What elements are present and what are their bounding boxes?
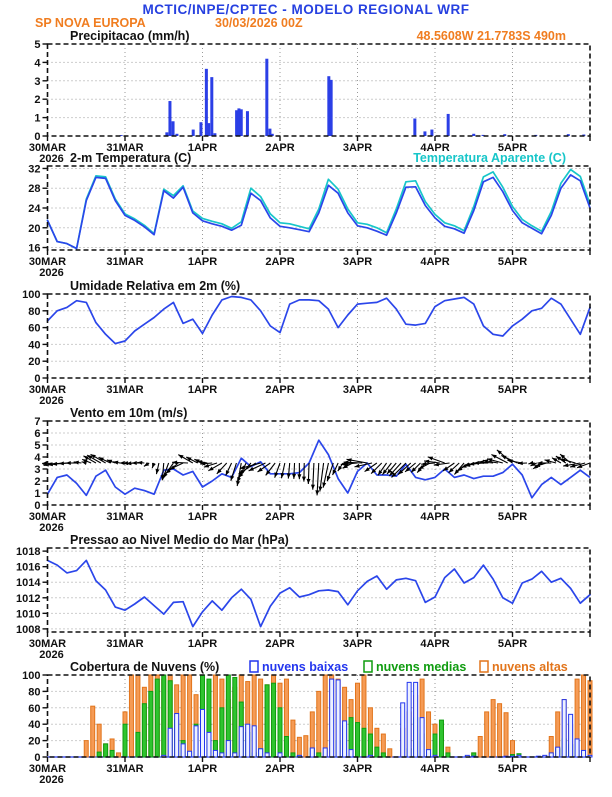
x-tick-label: 2APR bbox=[265, 384, 294, 396]
precip-bar bbox=[207, 123, 210, 136]
x-tick-label: 30MAR bbox=[29, 142, 66, 154]
wind-arrow-head bbox=[302, 477, 306, 482]
y-tick-label: 0 bbox=[34, 752, 40, 764]
cloud-bar bbox=[220, 708, 224, 757]
y-tick-label: 60 bbox=[28, 703, 40, 715]
wind-arrow-head bbox=[152, 463, 156, 468]
y-tick-label: 3 bbox=[34, 464, 40, 476]
wind-arrow-head bbox=[178, 455, 183, 459]
x-tick-label: 2APR bbox=[265, 763, 294, 775]
cloud-bar bbox=[349, 750, 353, 757]
x-tick-label: 1APR bbox=[188, 256, 217, 268]
x-tick-label: 5APR bbox=[498, 384, 527, 396]
x-tick-label: 5APR bbox=[498, 142, 527, 154]
x-tick-label: 1APR bbox=[188, 638, 217, 650]
model-run-datetime: 30/03/2026 00Z bbox=[215, 16, 303, 30]
panel-line-1 bbox=[43, 166, 591, 255]
y-tick-label: 40 bbox=[28, 719, 40, 731]
cloud-bar bbox=[175, 714, 179, 757]
x-tick-label: 2APR bbox=[265, 638, 294, 650]
y-tick-label: 20 bbox=[28, 736, 40, 748]
wind-arrow-head bbox=[365, 467, 370, 472]
series-line bbox=[48, 175, 591, 249]
cloud-bar bbox=[355, 723, 359, 757]
cloud-bar bbox=[181, 744, 185, 757]
y-tick-label: 1 bbox=[34, 488, 40, 500]
cloud-bar bbox=[123, 724, 127, 757]
y-tick-label: 1008 bbox=[16, 624, 40, 636]
cloud-bar bbox=[433, 734, 437, 757]
precip-bar bbox=[472, 134, 475, 136]
cloud-bar bbox=[569, 714, 573, 757]
x-tick-label: 3APR bbox=[343, 256, 372, 268]
cloud-bar bbox=[104, 744, 108, 757]
cloud-bar bbox=[330, 679, 334, 757]
y-tick-label: 20 bbox=[28, 356, 40, 368]
cloud-bar bbox=[491, 700, 495, 757]
x-tick-label: 4APR bbox=[420, 511, 449, 523]
cloud-bar bbox=[91, 706, 95, 757]
cloud-bar bbox=[310, 748, 314, 757]
y-tick-label: 32 bbox=[28, 163, 40, 175]
panel-title: Precipitacao (mm/h) bbox=[70, 29, 189, 43]
panel-cloudbar-5 bbox=[43, 661, 592, 762]
cloud-bar bbox=[142, 704, 146, 757]
wind-arrow-head bbox=[292, 474, 296, 479]
x-year-label: 2026 bbox=[39, 267, 63, 279]
cloud-bar bbox=[304, 736, 308, 757]
panel-title: Vento em 10m (m/s) bbox=[70, 406, 187, 420]
x-tick-label: 4APR bbox=[420, 763, 449, 775]
cloud-bar bbox=[368, 734, 372, 757]
x-tick-label: 3APR bbox=[343, 638, 372, 650]
plot-frame bbox=[48, 44, 591, 136]
y-tick-label: 0 bbox=[34, 131, 40, 143]
y-tick-label: 1018 bbox=[16, 546, 40, 558]
y-tick-label: 100 bbox=[22, 670, 40, 682]
panel-title: Cobertura de Nuvens (%) bbox=[70, 660, 219, 674]
cloud-bar bbox=[582, 750, 586, 757]
series-line bbox=[48, 170, 591, 249]
x-tick-label: 2APR bbox=[265, 511, 294, 523]
wind-arrow-head bbox=[144, 462, 149, 466]
wind-arrow-head bbox=[226, 470, 230, 475]
legend-label: nuvens medias bbox=[376, 660, 466, 674]
y-tick-label: 60 bbox=[28, 323, 40, 335]
cloud-bar bbox=[84, 741, 88, 757]
cloud-bar bbox=[562, 700, 566, 757]
wind-arrow-head bbox=[501, 456, 506, 460]
cloud-bar bbox=[485, 712, 489, 757]
cloud-bar bbox=[188, 675, 192, 757]
x-tick-label: 31MAR bbox=[106, 256, 143, 268]
precip-bar bbox=[199, 122, 202, 136]
precip-bar bbox=[246, 111, 249, 136]
wind-arrow-head bbox=[307, 479, 311, 484]
y-tick-label: 40 bbox=[28, 339, 40, 351]
panel-bar-0 bbox=[43, 44, 591, 141]
wind-arrow-head bbox=[552, 458, 557, 462]
series-line bbox=[48, 560, 591, 626]
y-tick-label: 20 bbox=[28, 223, 40, 235]
y-tick-label: 2 bbox=[34, 476, 40, 488]
cloud-bar bbox=[414, 682, 418, 757]
cloud-bar bbox=[427, 750, 431, 757]
cloud-bar bbox=[291, 720, 295, 757]
x-tick-label: 2APR bbox=[265, 142, 294, 154]
cloud-bar bbox=[188, 751, 192, 757]
y-tick-label: 3 bbox=[34, 76, 40, 88]
x-tick-label: 1APR bbox=[188, 511, 217, 523]
x-year-label: 2026 bbox=[39, 522, 63, 534]
y-tick-label: 0 bbox=[34, 500, 40, 512]
cloud-bar bbox=[194, 726, 198, 757]
cloud-bar bbox=[582, 675, 586, 757]
cloud-bar bbox=[498, 704, 502, 757]
cloud-bar bbox=[323, 675, 327, 757]
cloud-bar bbox=[336, 680, 340, 757]
y-tick-label: 7 bbox=[34, 416, 40, 428]
legend-swatch bbox=[364, 661, 372, 672]
x-tick-label: 3APR bbox=[343, 511, 372, 523]
precip-bar bbox=[210, 77, 213, 136]
y-tick-label: 5 bbox=[34, 440, 40, 452]
x-tick-label: 2APR bbox=[265, 256, 294, 268]
cloud-bar bbox=[252, 726, 256, 757]
x-year-label: 2026 bbox=[39, 649, 63, 661]
cloud-bar bbox=[278, 708, 282, 757]
y-tick-label: 4 bbox=[34, 57, 41, 69]
cloud-bar bbox=[272, 683, 276, 757]
precip-bar bbox=[265, 59, 268, 136]
cloud-bar bbox=[388, 749, 392, 757]
cloud-bar bbox=[375, 747, 379, 757]
wind-arrow-head bbox=[66, 461, 71, 465]
x-tick-label: 30MAR bbox=[29, 638, 66, 650]
wind-arrow-head bbox=[59, 461, 64, 465]
precip-bar bbox=[413, 119, 416, 136]
wind-arrow-head bbox=[327, 476, 331, 481]
y-tick-label: 24 bbox=[28, 203, 41, 215]
x-year-label: 2026 bbox=[39, 774, 63, 786]
y-tick-label: 2 bbox=[34, 94, 40, 106]
cloud-bar bbox=[233, 677, 237, 757]
panel-title: 2-m Temperatura (C) bbox=[70, 151, 191, 165]
x-tick-label: 31MAR bbox=[106, 638, 143, 650]
series-line bbox=[48, 297, 591, 344]
cloud-bar bbox=[162, 675, 166, 757]
cloud-bar bbox=[136, 732, 140, 757]
y-tick-label: 4 bbox=[34, 452, 41, 464]
x-tick-label: 3APR bbox=[343, 142, 372, 154]
x-tick-label: 5APR bbox=[498, 638, 527, 650]
precip-bar bbox=[172, 121, 175, 136]
wind-arrow-head bbox=[311, 485, 315, 490]
x-tick-label: 4APR bbox=[420, 256, 449, 268]
cloud-bar bbox=[129, 675, 133, 757]
cloud-bar bbox=[213, 750, 217, 757]
wind-arrow-head bbox=[518, 461, 523, 465]
wind-arrow-head bbox=[258, 467, 263, 472]
cloud-bar bbox=[149, 691, 153, 757]
y-tick-label: 5 bbox=[34, 39, 40, 51]
wind-arrow-head bbox=[132, 461, 137, 465]
y-tick-label: 1010 bbox=[16, 608, 40, 620]
cloud-bar bbox=[259, 749, 263, 757]
x-tick-label: 30MAR bbox=[29, 384, 66, 396]
precip-bar bbox=[240, 109, 243, 136]
precip-bar bbox=[192, 130, 195, 136]
cloud-bar bbox=[278, 753, 282, 757]
wind-arrow-head bbox=[236, 481, 240, 486]
cloud-bar bbox=[575, 739, 579, 757]
cloud-bar bbox=[362, 728, 366, 757]
y-tick-label: 1012 bbox=[16, 593, 40, 605]
y-tick-label: 1014 bbox=[16, 577, 41, 589]
panel-wind-3 bbox=[42, 421, 590, 510]
wind-arrow-head bbox=[163, 473, 168, 478]
x-tick-label: 30MAR bbox=[29, 256, 66, 268]
precip-bar bbox=[430, 130, 433, 136]
station-name: SP NOVA EUROPA bbox=[35, 16, 146, 30]
cloud-bar bbox=[207, 732, 211, 757]
cloud-bar bbox=[323, 748, 327, 757]
wind-arrow-head bbox=[563, 463, 568, 467]
cloud-bar bbox=[168, 728, 172, 757]
y-tick-label: 16 bbox=[28, 243, 40, 255]
cloud-bar bbox=[420, 718, 424, 757]
x-tick-label: 31MAR bbox=[106, 142, 143, 154]
cloud-bar bbox=[478, 737, 482, 758]
y-tick-label: 80 bbox=[28, 306, 40, 318]
precip-bar bbox=[168, 101, 171, 136]
cloud-bar bbox=[155, 679, 159, 757]
x-tick-label: 30MAR bbox=[29, 511, 66, 523]
cloud-bar bbox=[446, 753, 450, 757]
legend-swatch bbox=[480, 661, 488, 672]
cloud-bar bbox=[259, 679, 263, 757]
y-tick-label: 1016 bbox=[16, 562, 40, 574]
cloud-bar bbox=[110, 750, 114, 757]
location-label: 48.5608W 21.7783S 490m bbox=[417, 29, 566, 43]
x-tick-label: 4APR bbox=[420, 384, 449, 396]
page-title: MCTIC/INPE/CPTEC - MODELO REGIONAL WRF bbox=[0, 2, 612, 17]
cloud-bar bbox=[439, 720, 443, 757]
y-tick-label: 0 bbox=[34, 373, 40, 385]
cloud-bar bbox=[556, 747, 560, 757]
cloud-bar bbox=[200, 709, 204, 757]
x-tick-label: 1APR bbox=[188, 384, 217, 396]
cloud-bar bbox=[265, 685, 269, 757]
y-tick-label: 100 bbox=[22, 289, 40, 301]
cloud-bar bbox=[239, 727, 243, 757]
x-tick-label: 5APR bbox=[498, 763, 527, 775]
wind-arrow-head bbox=[230, 475, 234, 480]
cloud-bar bbox=[401, 703, 405, 757]
cloud-bar bbox=[407, 682, 411, 757]
legend-label: nuvens baixas bbox=[262, 660, 348, 674]
x-tick-label: 4APR bbox=[420, 142, 449, 154]
cloud-bar bbox=[343, 721, 347, 757]
x-year-label: 2026 bbox=[39, 395, 63, 407]
x-tick-label: 31MAR bbox=[106, 511, 143, 523]
y-tick-label: 6 bbox=[34, 428, 40, 440]
legend-label: nuvens altas bbox=[492, 660, 568, 674]
x-tick-label: 1APR bbox=[188, 142, 217, 154]
cloud-bar bbox=[226, 741, 230, 757]
legend-swatch bbox=[250, 661, 258, 672]
x-tick-label: 4APR bbox=[420, 638, 449, 650]
y-tick-label: 28 bbox=[28, 183, 40, 195]
panel-line-4 bbox=[43, 548, 591, 637]
wind-arrow-head bbox=[208, 467, 213, 471]
panel-line-2 bbox=[43, 294, 591, 383]
x-tick-label: 5APR bbox=[498, 256, 527, 268]
panel-title: Pressao ao Nivel Medio do Mar (hPa) bbox=[70, 533, 289, 547]
apparent-temp-legend: Temperatura Aparente (C) bbox=[413, 151, 566, 165]
x-tick-label: 30MAR bbox=[29, 763, 66, 775]
x-tick-label: 3APR bbox=[343, 763, 372, 775]
x-tick-label: 31MAR bbox=[106, 384, 143, 396]
precip-bar bbox=[330, 80, 333, 136]
wind-arrow-head bbox=[297, 474, 301, 479]
x-tick-label: 1APR bbox=[188, 763, 217, 775]
precip-bar bbox=[447, 114, 450, 136]
x-year-label: 2026 bbox=[39, 153, 63, 165]
wind-arrow-head bbox=[338, 466, 342, 471]
cloud-bar bbox=[504, 713, 508, 757]
cloud-bar bbox=[246, 724, 250, 757]
y-tick-label: 1 bbox=[34, 113, 40, 125]
x-tick-label: 31MAR bbox=[106, 763, 143, 775]
panel-title: Umidade Relativa em 2m (%) bbox=[70, 279, 240, 293]
x-tick-label: 3APR bbox=[343, 384, 372, 396]
cloud-bar bbox=[284, 737, 288, 758]
cloud-bar bbox=[297, 737, 301, 757]
y-tick-label: 80 bbox=[28, 686, 40, 698]
x-tick-label: 5APR bbox=[498, 511, 527, 523]
cloud-bar bbox=[317, 691, 321, 757]
